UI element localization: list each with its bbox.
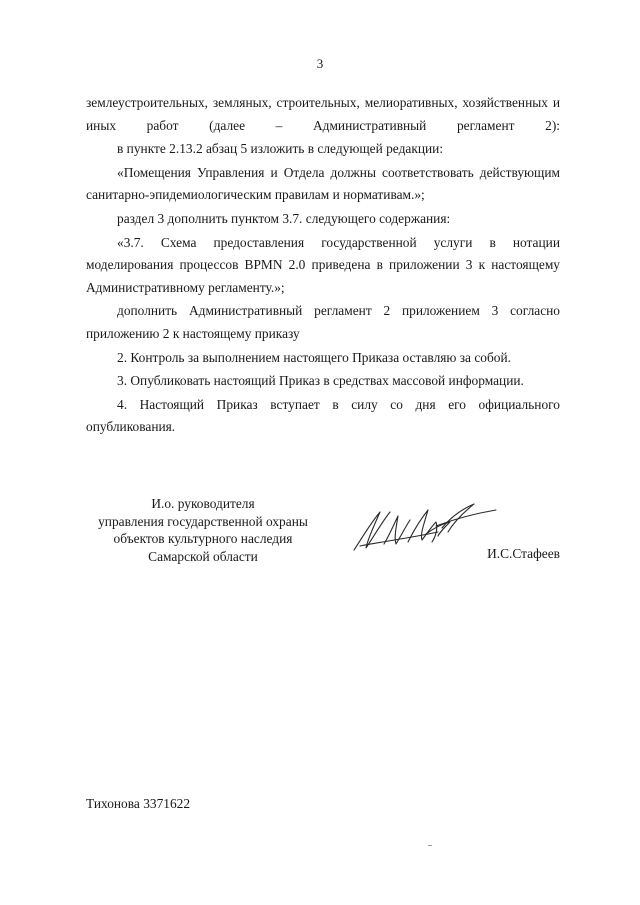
executor-contact: Тихонова 3371622: [86, 796, 191, 811]
signatory-position: [86, 495, 320, 565]
paragraph-amendment-point: в пункте 2.13.2 абзац 5 изложить в следующей редакции:: [117, 141, 444, 157]
document-body: [86, 92, 560, 440]
paragraph-continuation: землеустроительных, земляных, строительных, мелиоративных, хозяйственных и иных работ (далее – Административный регламент 2):: [86, 95, 560, 133]
page-number: 3: [316, 56, 324, 71]
paragraph-item-4: 4. Настоящий Приказ вступает в силу со дня его официального опубликования.: [86, 396, 560, 435]
position-line: управления государственной охраны: [98, 513, 308, 529]
signer-name: И.С.Стафеев: [487, 546, 560, 561]
paragraph-quoted-text: «Помещения Управления и Отдела должны соответствовать действующим санитарно-эпидемиологическим правилам и нормативам.»;: [86, 164, 560, 203]
position-line: объектов культурного наследия: [113, 531, 293, 546]
scan-artifact: [428, 845, 432, 846]
paragraph-appendix-addition: дополнить Административный регламент 2 приложением 3 согласно приложению 2 к настоящему приказу: [86, 303, 560, 341]
paragraph-item-3: 3. Опубликовать настоящий Приказ в средствах массовой информации.: [117, 373, 524, 389]
position-line: Самарской области: [148, 548, 258, 564]
position-line: И.о. руководителя: [151, 496, 255, 511]
paragraph-section-addition: раздел 3 дополнить пунктом 3.7. следующего содержания:: [117, 210, 451, 226]
paragraph-item-2: 2. Контроль за выполнением настоящего Приказа оставляю за собой.: [117, 349, 512, 365]
paragraph-quoted-point: «3.7. Схема предоставления государственной услуги в нотации моделирования процессов BPMN 2.0 приведена в приложении 3 к настоящему Административному регламенту.»;: [86, 234, 560, 295]
